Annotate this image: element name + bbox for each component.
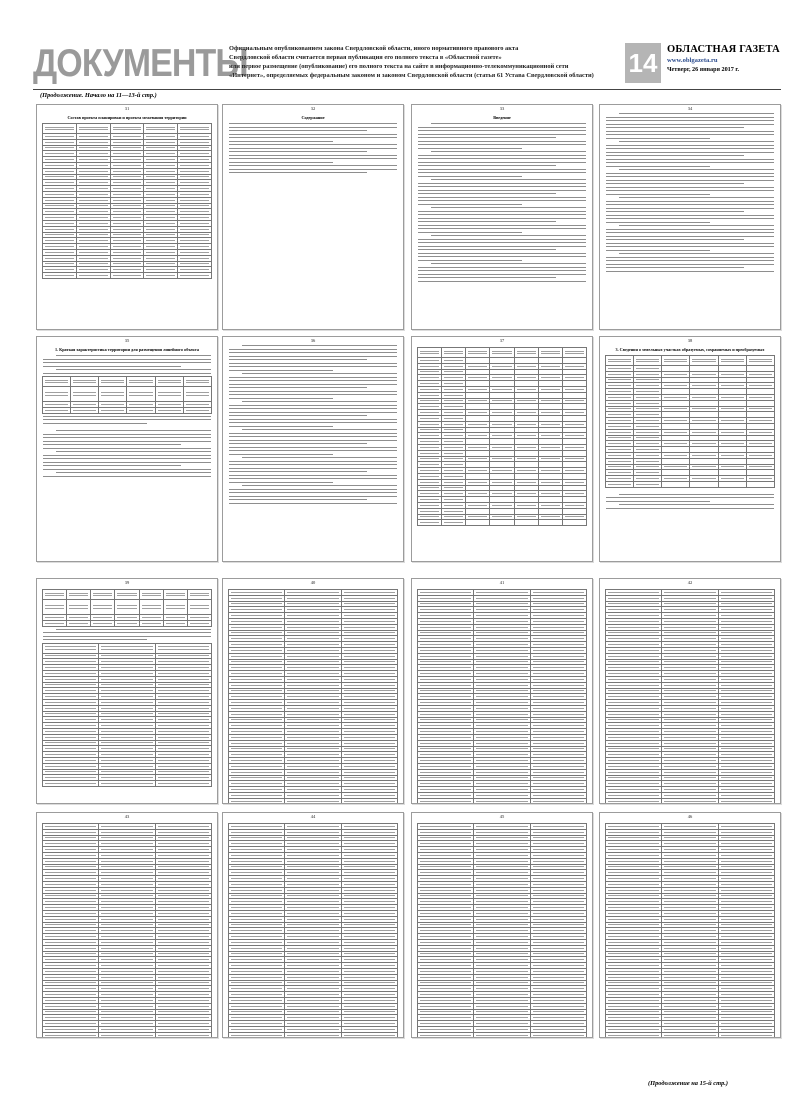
- document-page-thumbnail: [411, 336, 593, 562]
- document-page-thumbnail: [222, 336, 404, 562]
- notice-line: «Интернет», определяемых федеральным законом и законом Свердловской области (статья 61 Устава Свердловской области): [229, 71, 594, 79]
- newspaper-block: [667, 44, 781, 74]
- newspaper-name: ОБЛАСТНАЯ ГАЗЕТА: [667, 44, 780, 55]
- thumbnail-page-number: 37: [499, 338, 505, 343]
- thumbnail-page-number: 43: [124, 814, 130, 819]
- thumbnail-page-number: 41: [499, 580, 505, 585]
- document-page-thumbnail: [36, 104, 218, 330]
- notice-line: Свердловской области считается первая публикация его полного текста в «Областной газете»: [229, 53, 502, 61]
- document-page-thumbnail: [222, 104, 404, 330]
- issue-date: Четверг, 26 января 2017 г.: [667, 66, 740, 73]
- publication-notice: [229, 45, 617, 81]
- thumbnail-title: 3. Сведения о земельных участках образуемых, сохраняемых и преобразуемых: [615, 347, 765, 352]
- thumbnail-title: Содержание: [301, 115, 325, 120]
- thumbnail-page-number: 40: [310, 580, 316, 585]
- document-page-thumbnail: [222, 578, 404, 804]
- thumbnail-page-number: 45: [499, 814, 505, 819]
- thumbnail-page-number: 44: [310, 814, 316, 819]
- masthead-divider: [33, 89, 781, 90]
- document-page-thumbnail: [36, 578, 218, 804]
- document-page-thumbnail: [411, 578, 593, 804]
- document-page-thumbnail: [222, 812, 404, 1038]
- document-page-thumbnail: [599, 812, 781, 1038]
- thumbnail-page-number: 46: [687, 814, 693, 819]
- document-page-thumbnail: [599, 336, 781, 562]
- continuation-note-bottom: (Продолжение на 15-й стр.): [648, 1080, 729, 1087]
- document-page-thumbnail: [599, 578, 781, 804]
- document-page-thumbnail: [411, 104, 593, 330]
- thumbnail-page-number: 36: [310, 338, 316, 343]
- thumbnail-title: Введение: [493, 115, 511, 120]
- thumbnail-page-number: 31: [124, 106, 130, 111]
- document-page-thumbnail: [599, 104, 781, 330]
- thumbnail-page-number: 33: [499, 106, 505, 111]
- newspaper-site-link[interactable]: www.oblgazeta.ru: [667, 57, 718, 64]
- masthead: [33, 40, 781, 88]
- thumbnail-page-number: 34: [687, 106, 693, 111]
- thumbnail-page-number: 35: [124, 338, 130, 343]
- thumbnail-page-number: 32: [310, 106, 316, 111]
- thumbnail-page-number: 42: [687, 580, 693, 585]
- document-page-thumbnail: [36, 812, 218, 1038]
- notice-line: или первое размещение (опубликование) его полного текста на сайте в информационно-телекоммуникационной сети: [229, 62, 569, 70]
- continuation-note-top: (Продолжение. Начало на 11—13-й стр.): [40, 92, 157, 99]
- thumbnail-page-number: 38: [687, 338, 693, 343]
- section-logo: ДОКУМЕНТЫ: [33, 42, 248, 85]
- thumbnail-title: 1. Краткая характеристика территории для размещения линейного объекта: [54, 347, 200, 352]
- page-number: 14: [625, 43, 661, 83]
- notice-line: Официальным опубликованием закона Свердловской области, иного нормативного правового акта: [229, 45, 519, 52]
- document-page-thumbnail: [411, 812, 593, 1038]
- document-page-thumbnail: [36, 336, 218, 562]
- thumbnail-page-number: 39: [124, 580, 130, 585]
- thumbnail-title: Состав проекта планировки и проекта межевания территории: [67, 115, 187, 120]
